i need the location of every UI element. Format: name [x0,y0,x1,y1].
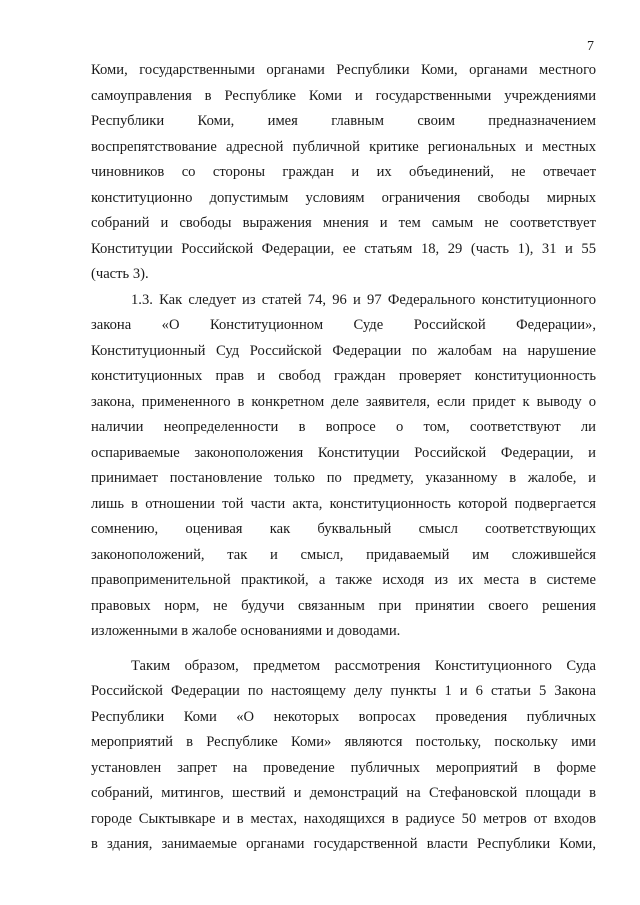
text-line: воспрепятствование адресной публичной критике региональных и местных [91,138,596,155]
text-line: наличии неопределенности в вопросе о том, соответствуют ли [91,419,596,435]
text-line: сомнению, оценивая как буквальный смысл соответствующих [91,521,596,537]
paragraph [91,58,596,288]
text-line: лишь в отношении той части акта, конституционность которой подвергается [91,495,596,512]
text-line: собраний, митингов, шествий и демонстраций на Стефановской площади в [91,785,596,801]
text-line: Конституционный Суд Российской Федерации по жалобам на нарушение [91,342,596,359]
text-line: правовых норм, не будучи связанным при принятии своего решения [91,597,596,614]
text-line: Коми, государственными органами Республики Коми, органами местного [91,62,596,78]
text-line: Республики Коми «О некоторых вопросах проведения публичных [91,708,596,725]
text-line: принимает постановление только по предмету, указанному в жалобе, и [91,470,596,486]
text-line: чиновников со стороны граждан и их объединений, не отвечает [91,164,596,180]
paragraph [91,288,596,645]
text-line: Российской Федерации по настоящему делу пункты 1 и 6 статьи 5 Закона [91,683,596,699]
document-body [91,58,596,858]
text-line: (часть 3). [91,266,149,282]
text-line: изложенными в жалобе основаниями и доводами. [91,623,401,639]
text-line: городе Сыктывкаре и в местах, находящихся в радиусе 50 метров от входов [91,810,596,827]
text-line: конституционных прав и свобод граждан проверяет конституционность [91,368,596,384]
text-line: закона, примененного в конкретном деле заявителя, если придет к выводу о [91,393,596,410]
text-line: законоположений, так и смысл, придаваемый им сложившейся [91,546,596,563]
paragraph-gap [91,645,596,654]
page-number: 7 [587,39,594,54]
text-line: закона «О Конституционном Суде Российской Федерации», [91,317,596,333]
text-line: Конституции Российской Федерации, ее статьям 18, 29 (часть 1), 31 и 55 [91,240,596,257]
text-line: правоприменительной практикой, а также исходя из их места в системе [91,572,596,588]
text-line: конституционно допустимым условиям ограничения свободы мирных [91,189,596,206]
text-line: оспариваемые законоположения Конституции Российской Федерации, и [91,444,596,461]
text-line: установлен запрет на проведение публичных мероприятий в форме [91,759,596,776]
text-line: в здания, занимаемые органами государственной власти Республики Коми, [91,836,596,852]
text-line: Таким образом, предметом рассмотрения Конституционного Суда [131,657,596,674]
paragraph [91,654,596,858]
text-line: мероприятий в Республике Коми» являются постольку, поскольку ими [91,734,596,750]
text-line: собраний и свободы выражения мнения и тем самым не соответствует [91,215,596,231]
text-line: самоуправления в Республике Коми и государственными учреждениями [91,87,596,104]
text-line: Республики Коми, имея главным своим предназначением [91,113,596,129]
text-line: 1.3. Как следует из статей 74, 96 и 97 Федерального конституционного [131,291,596,308]
